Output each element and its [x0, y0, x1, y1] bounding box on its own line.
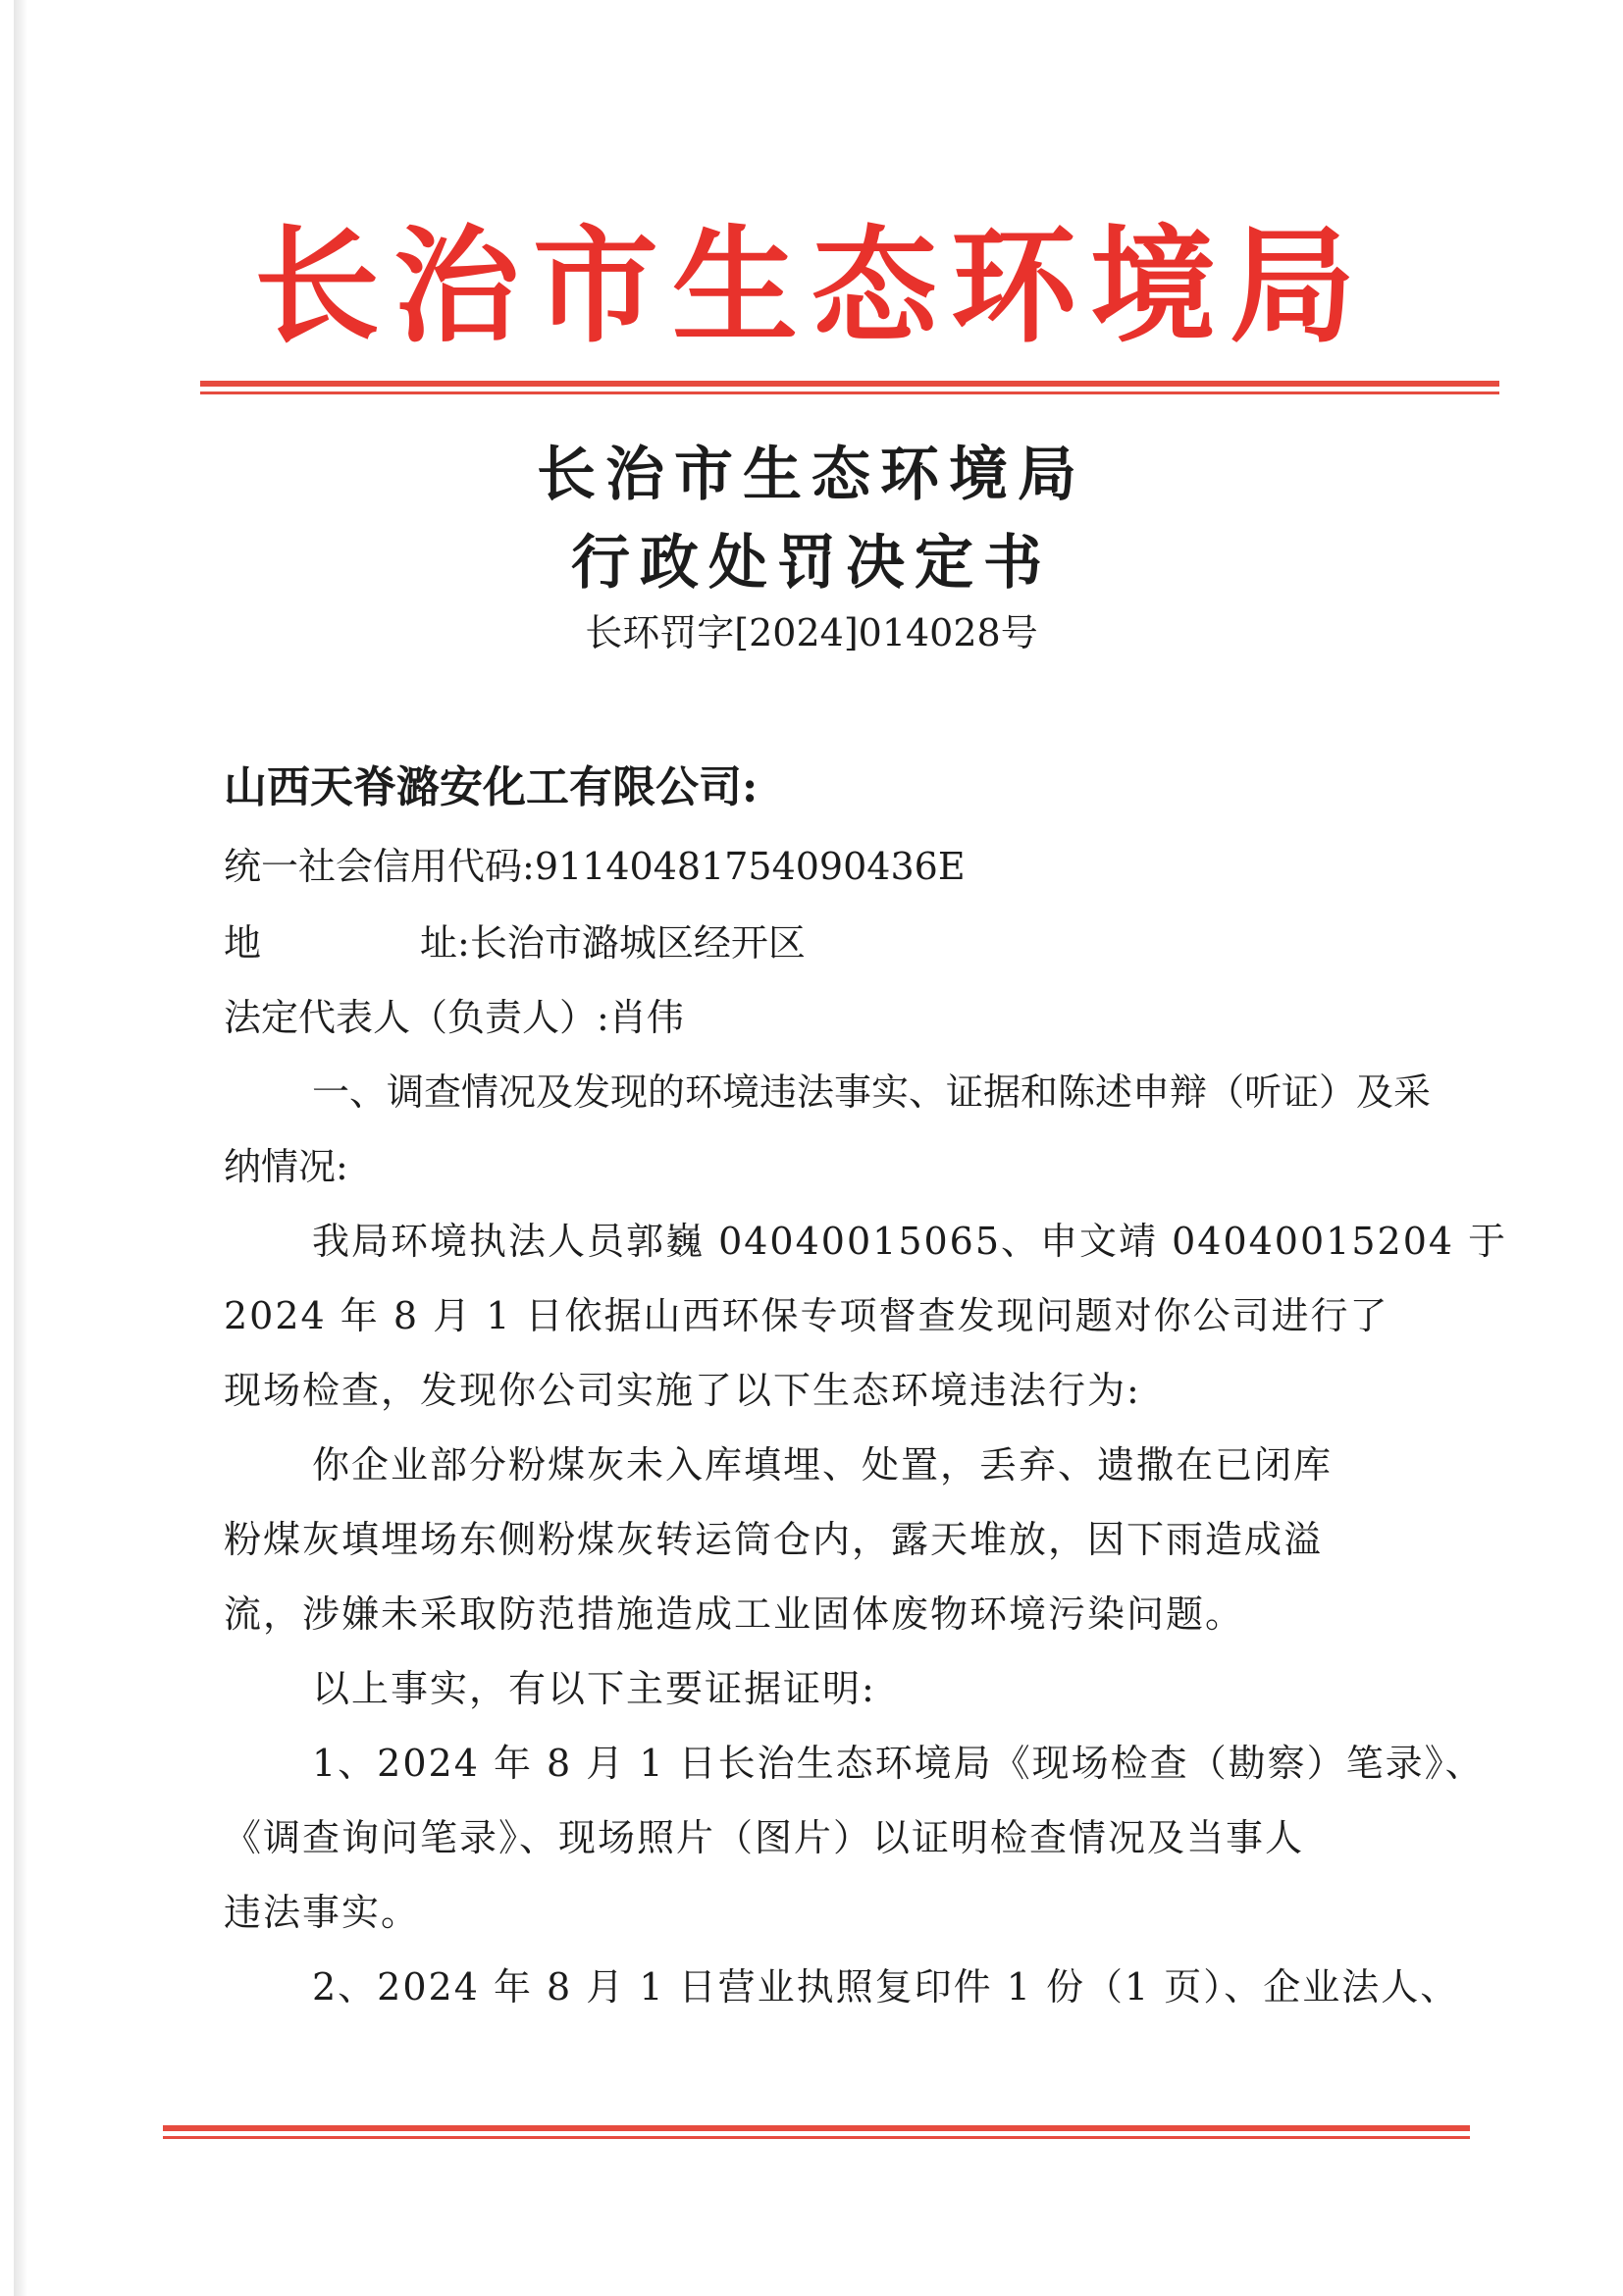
- legal-rep-label: 法定代表人（负责人）:: [224, 996, 609, 1039]
- scan-shadow-edge: [14, 0, 27, 2296]
- paragraph-line: 你企业部分粉煤灰未入库填埋、处置，丢弃、遗撒在已闭库: [312, 1443, 1334, 1487]
- letterhead-title: 长治市生态环境局: [253, 214, 1369, 360]
- credit-code-label: 统一社会信用代码:: [224, 845, 535, 888]
- paragraph-line: 我局环境执法人员郭巍 04040015065、申文靖 04040015204 于: [312, 1220, 1508, 1263]
- section-heading-line: 一、调查情况及发现的环境违法事实、证据和陈述申辩（听证）及采: [312, 1070, 1432, 1114]
- document-title-type: 行政处罚决定书: [571, 529, 1052, 598]
- document-number: 长环罚字[2024]014028号: [585, 611, 1038, 654]
- legal-representative-line: [224, 993, 1499, 1042]
- address-value: 长治市潞城区经开区: [469, 921, 806, 965]
- paragraph-line: 流，涉嫌未采取防范措施造成工业固体废物环境污染问题。: [224, 1592, 1245, 1636]
- paragraph-line: 粉煤灰填埋场东侧粉煤灰转运筒仓内，露天堆放，因下雨造成溢: [224, 1518, 1324, 1561]
- evidence-item-line: 2、2024 年 8 月 1 日营业执照复印件 1 份（1 页）、企业法人、: [312, 1965, 1460, 2009]
- footer-red-rule: [163, 2125, 1470, 2139]
- address-label-b: 址:: [420, 921, 470, 965]
- paragraph-line: 现场检查，发现你公司实施了以下生态环境违法行为:: [224, 1369, 1141, 1412]
- address-label-a: 地: [224, 921, 262, 965]
- evidence-item-line: 《调查询问笔录》、现场照片（图片）以证明检查情况及当事人: [224, 1816, 1305, 1859]
- legal-rep-value: 肖伟: [608, 996, 684, 1039]
- evidence-item-line: 1、2024 年 8 月 1 日长治生态环境局《现场检查（勘察）笔录》、: [312, 1742, 1485, 1785]
- addressee: 山西天脊潞安化工有限公司:: [224, 762, 759, 812]
- letterhead-red-rule: [200, 381, 1499, 394]
- evidence-item-line: 违法事实。: [224, 1891, 421, 1934]
- document-title-agency: 长治市生态环境局: [537, 441, 1086, 509]
- section-heading-continuation: 纳情况:: [224, 1145, 348, 1188]
- credit-code-value: 91140481754090436E: [534, 845, 966, 888]
- paragraph-line: 2024 年 8 月 1 日依据山西环保专项督查发现问题对你公司进行了: [224, 1294, 1389, 1337]
- address-line: [224, 918, 1499, 967]
- credit-code-line: [224, 842, 1499, 891]
- paragraph-line: 以上事实，有以下主要证据证明:: [312, 1667, 876, 1710]
